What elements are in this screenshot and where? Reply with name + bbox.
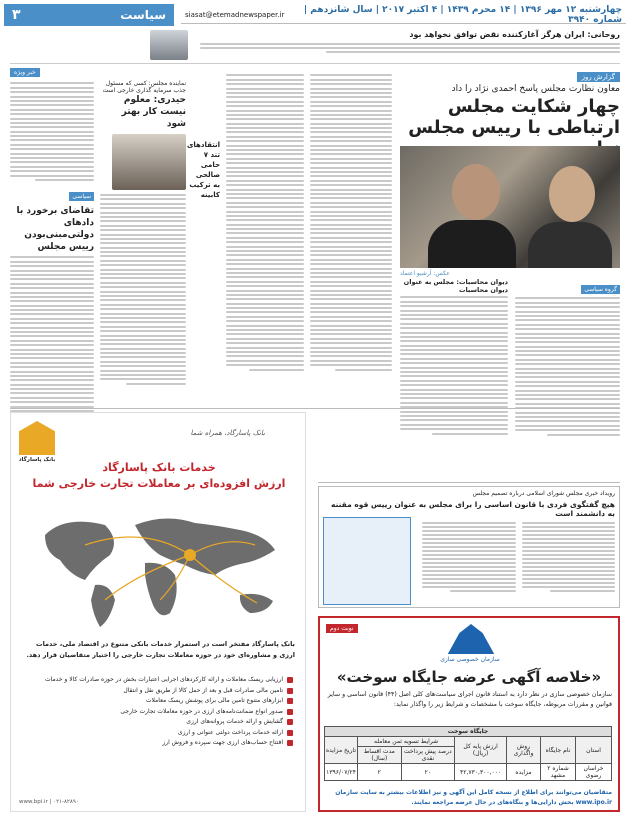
ad-title: خدمات بانک پاسارگاد <box>102 461 216 474</box>
section-divider <box>10 408 620 409</box>
tender-table <box>324 726 612 781</box>
table-caption: جایگاه سوخت <box>325 727 612 737</box>
bank-name: بانک پاسارگاد <box>18 457 56 463</box>
bullet-icon <box>287 730 293 736</box>
list-item: افتتاح حساب‌های ارزی جهت سپرده و فروش ارز <box>23 738 293 749</box>
col-method: روش واگذاری <box>507 737 541 764</box>
privatization-org-logo-icon <box>442 624 500 654</box>
bullet-icon <box>287 698 293 704</box>
boxed-sidebar <box>323 517 411 605</box>
col-base-value: ارزش پایه کل (ریال) <box>455 737 507 764</box>
col-group-terms: شرایط تسویه ثمن معامله <box>358 737 455 747</box>
col-installments: مدت اقساط (سال) <box>358 747 402 764</box>
ad-services-list <box>23 675 293 749</box>
tender-outro[interactable]: متقاضیان می‌توانند برای اطلاع از نسخه کامل این آگهی و نیز اطلاعات بیشتر به سایت سازمان www.ipo.ir بخش دارایی‌ها و بنگاه‌های در حال عرضه مراجعه نمایند. <box>335 789 612 806</box>
section-email: siasat@etemadnewspaper.ir <box>185 10 285 19</box>
ad-footer[interactable]: www.bpi.ir | ۰۲۱-۸۲۸۹۰ <box>19 799 79 805</box>
col-prepayment: درصد پیش پرداخت نقدی <box>401 747 455 764</box>
main-photo <box>400 146 620 268</box>
ad-subtitle: ارزش افزوده‌ای بر معاملات تجارت خارجی شما <box>32 477 286 490</box>
left-news-col <box>10 80 94 423</box>
date-text: چهارشنبه ۱۲ مهر ۱۳۹۶ | ۱۴ محرم ۱۴۳۹ | ۴ اکتبر ۲۰۱۷ | سال شانزدهم | شماره ۳۹۴۰ <box>303 4 622 25</box>
main-headline: چهار شکایت مجلس ارتباطی با رییس مجلس <box>408 96 620 138</box>
table-row: خراسان رضوی شماره ۲ مشهد مزایده ۴۲,۷۳۰,۳۰۰,۰۰۰ ۲۰ ۲ ۱۳۹۶/۰۷/۲۴ <box>325 764 612 781</box>
photo-credit: عکس: آرشیو اعتماد <box>400 270 450 277</box>
middle-col-2 <box>226 72 304 373</box>
heydari-kicker: نماینده مجلس: کسی که مسئول جذب سرمایه گذاری خارجی است <box>102 80 186 94</box>
org-name: سازمان خصوصی سازی <box>440 656 500 663</box>
bank-pasargad-ad[interactable] <box>10 412 306 812</box>
middle-col-1 <box>310 72 392 373</box>
left-tag-2: سیاسی <box>69 192 94 201</box>
rouhani-headline: روحانی: ایران هرگز آغازکننده نقض توافق نخواهد بود <box>409 30 620 39</box>
fuel-station-tender-ad <box>318 616 620 812</box>
dateline <box>181 6 626 24</box>
left-feature-title: تقاضای برخورد با دادهای دولتی‌مبنی‌بودن رییس مجلس <box>16 206 94 253</box>
main-subhead: معاون نظارت مجلس پاسخ احمدی نژاد را داد <box>451 84 620 94</box>
boxed-title: هیچ گفتگوی فردی با قانون اساسی را برای مجلس به عنوان رییس قوه مقننه به دانشمند است <box>331 500 615 518</box>
list-item: ارزیابی ریسک معاملات و ارائه کارکردهای اجرایی اعتبارات بخش در حوزه صادرات کالا و خدمات <box>23 675 293 686</box>
page-header <box>4 4 626 26</box>
main-body-col-1 <box>515 276 620 438</box>
list-item: صدور انواع ضمانت‌نامه‌های ارزی در حوزه معاملات تجارت خارجی <box>23 707 293 718</box>
tender-intro: سازمان خصوصی سازی در نظر دارد به استناد قانون اجرای سیاست‌های کلی اصل (۴۴) قانون اساسی و سایر قوانین و مقررات مربوطه، جایگاه سوخت با مشخصات و شرایط زیر را واگذار نماید: <box>327 691 612 708</box>
left-tag: خبر ویژه <box>10 68 40 77</box>
ad-description: بانک پاسارگاد مفتخر است در استمرار خدمات بانکی متنوع در اقتصاد ملی، خدمات ارزی و مشاوره‌ای خود در حوزه معاملات تجارت خارجی را اختیار متقاضیان قرار دهد. <box>26 640 295 659</box>
list-item: ابزارهای متنوع تامین مالی برای پوشش ریسک معاملات <box>23 696 293 707</box>
tender-number: نوبت دوم <box>326 624 358 633</box>
rouhani-photo <box>150 30 188 60</box>
bank-slogan: بانک پاسارگاد، همراه شما <box>190 429 265 437</box>
bullet-icon <box>287 719 293 725</box>
left-header <box>10 68 190 78</box>
section-label: سیاست <box>120 8 166 22</box>
rouhani-news <box>10 28 620 64</box>
bank-logo-icon <box>19 421 55 455</box>
col-station-name: نام جایگاه <box>540 737 575 764</box>
heydari-title: حیدری: معلوم نیست کار بهتر شود <box>121 95 186 129</box>
heydari-portrait <box>112 134 186 190</box>
pull-quote: انتقادهای تند ۷ حامی صالحی به ترکیب کابینه <box>186 141 220 199</box>
tender-title: «خلاصه آگهی عرضه جایگاه سوخت» <box>336 668 602 686</box>
page-number: ۳ <box>12 7 21 23</box>
bullet-icon <box>287 709 293 715</box>
main-kicker: گزارش روز <box>577 72 620 82</box>
boxed-kicker: رویداد خبری مجلس شورای اسلامی درباره تصمیم مجلس <box>472 490 615 497</box>
section-tab <box>4 4 174 26</box>
bullet-icon <box>287 740 293 746</box>
col-subtitle: دیوان محاسبات: مجلس به عنوان دیوان محاسبات <box>403 278 508 294</box>
list-item: گشایش و ارائه خدمات پروانه‌های ارزی <box>23 717 293 728</box>
list-item: تامین مالی صادرات قبل و بعد از حمل کالا از طریق نقل و انتقال <box>23 686 293 697</box>
list-item: ارائه خدمات پرداخت دولتی عنوانی و ارزی <box>23 728 293 739</box>
col-province: استان <box>576 737 612 764</box>
section-divider-2 <box>318 482 620 483</box>
boxed-story <box>318 486 620 608</box>
heydari-story <box>100 80 186 387</box>
byline-box: گروه سیاسی <box>581 285 620 294</box>
rouhani-body <box>200 41 620 55</box>
col-auction-date: تاریخ مزایده <box>325 737 358 764</box>
bullet-icon <box>287 688 293 694</box>
world-map-graphic <box>25 505 293 635</box>
main-body-col-2 <box>400 276 508 437</box>
bullet-icon <box>287 677 293 683</box>
